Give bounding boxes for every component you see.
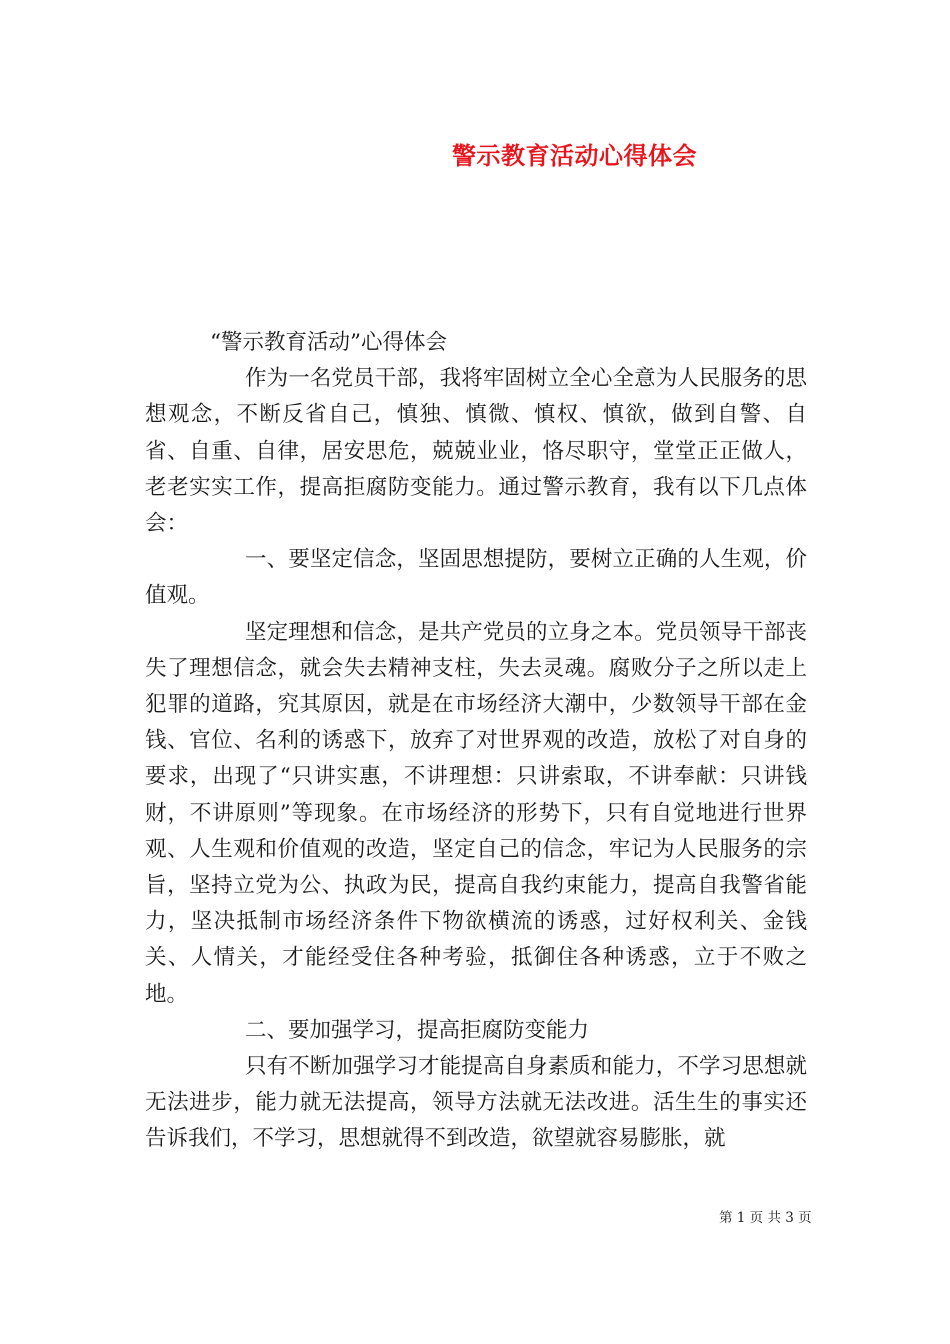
section-heading-1: 一、要坚定信念，坚固思想提防，要树立正确的人生观，价值观。 bbox=[145, 547, 807, 609]
page-number-footer: 第 1 页 共 3 页 bbox=[719, 1210, 812, 1226]
document-subtitle: “警示教育活动”心得体会 bbox=[210, 330, 447, 355]
paragraph-section-2: 只有不断加强学习才能提高自身素质和能力，不学习思想就无法进步，能力就无法提高，领导方法就无法改进。活生生的事实还告诉我们，不学习，思想就得不到改造，欲望就容易膨胀，就 bbox=[145, 1054, 807, 1152]
paragraph-intro: 作为一名党员干部，我将牢固树立全心全意为人民服务的思想观念，不断反省自己，慎独、慎微、慎权、慎欲，做到自警、自省、自重、自律，居安思危，兢兢业业，恪尽职守，堂堂正正做人，老老实实工作，提高拒腐防变能力。通过警示教育，我有以下几点体会： bbox=[145, 366, 807, 537]
paragraph-section-1: 坚定理想和信念，是共产党员的立身之本。党员领导干部丧失了理想信念，就会失去精神支柱，失去灵魂。腐败分子之所以走上犯罪的道路，究其原因，就是在市场经济大潮中，少数领导干部在金钱、官位、名利的诱惑下，放弃了对世界观的改造，放松了对自身的要求，出现了“只讲实惠，不讲理想：只讲索取，不讲奉献：只讲钱财，不讲原则”等现象。在市场经济的形势下，只有自觉地进行世界观、人生观和价值观的改造，坚定自己的信念，牢记为人民服务的宗旨，坚持立党为公、执政为民，提高自我约束能力，提高自我警省能力，坚决抵制市场经济条件下物欲横流的诱惑，过好权利关、金钱关、人情关，才能经受住各种考验，抵御住各种诱惑，立于不败之地。 bbox=[145, 619, 807, 1007]
section-heading-2: 二、要加强学习，提高拒腐防变能力 bbox=[245, 1017, 590, 1043]
document-title: 警示教育活动心得体会 bbox=[452, 141, 697, 170]
document-body bbox=[145, 325, 807, 1158]
